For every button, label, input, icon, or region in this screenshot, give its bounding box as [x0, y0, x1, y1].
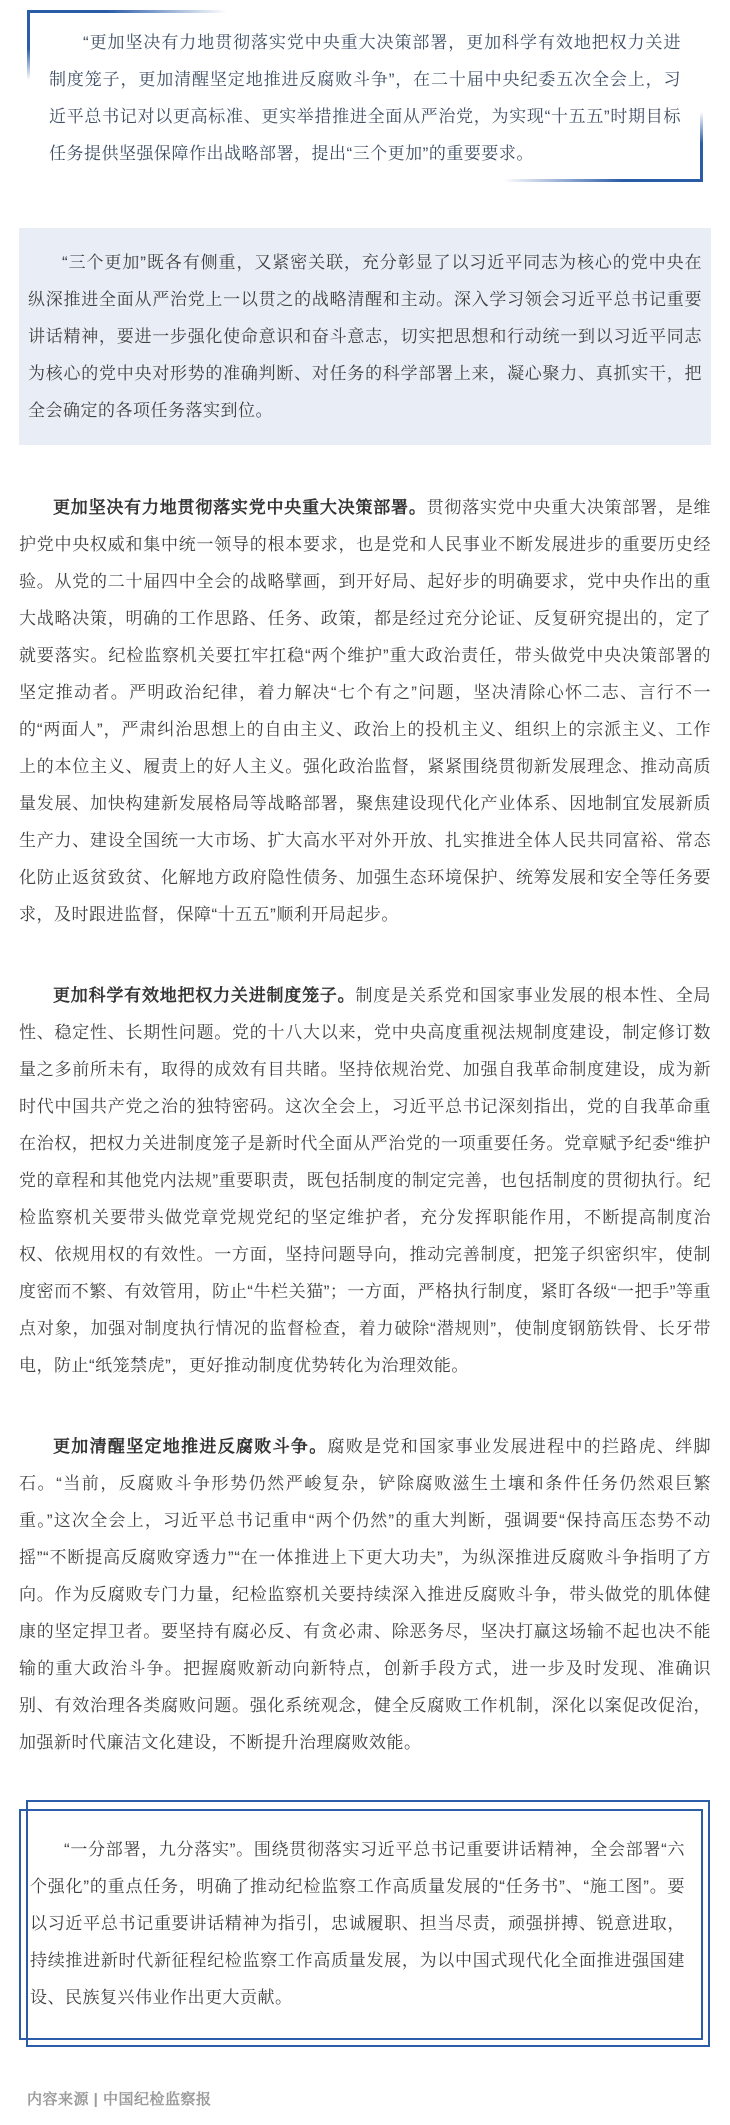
- corner-bracket-horizontal-line: [503, 179, 703, 182]
- paragraph-lead-bold: 更加清醒坚定地推进反腐败斗争。: [53, 1437, 328, 1456]
- lead-quote-text: “更加坚决有力地贯彻落实党中央重大决策部署，更加科学有效地把权力关进制度笼子，更加清醒坚定地推进反腐败斗争”，在二十届中央纪委五次全会上，习近平总书记对以更高标准、更实举措推进全面从严治党，为实现“十五五”时期目标任务提供坚强保障作出战略部署，提出“三个更加”的重要要求。: [49, 33, 681, 163]
- corner-bracket-horizontal-line: [27, 10, 227, 13]
- closing-box-wrapper: [19, 1809, 703, 2040]
- closing-box-text: “一分部署，九分落实”。围绕贯彻落实习近平总书记重要讲话精神，全会部署“六个强化”的重点任务，明确了推动纪检监察工作高质量发展的“任务书”、“施工图”。要以习近平总书记重要讲话精神为指引，忠诚履职、担当尽责，顽强拼搏、锐意进取，持续推进新时代新征程纪检监察工作高质量发展，为以中国式现代化全面推进强国建设、民族复兴伟业作出更大贡献。: [30, 1840, 685, 2007]
- content-source-label: 内容来源 | 中国纪检监察报: [27, 2091, 212, 2108]
- lead-quote-block: [27, 10, 703, 182]
- corner-bracket-vertical-line: [27, 10, 30, 80]
- paragraph-body-text: 制度是关系党和国家事业发展的根本性、全局性、稳定性、长期性问题。党的十八大以来，党中央高度重视法规制度建设，制定修订数量之多前所未有，取得的成效有目共睹。坚持依规治党、加强自我革命制度建设，成为新时代中国共产党之治的独特密码。这次全会上，习近平总书记深刻指出，党的自我革命重在治权，把权力关进制度笼子是新时代全面从严治党的一项重要任务。党章赋予纪委“维护党的章程和其他党内法规”重要职责，既包括制度的制定完善，也包括制度的贯彻执行。纪检监察机关要带头做党章党规党纪的坚定维护者，充分发挥职能作用，不断提高制度治权、依规用权的有效性。一方面，坚持问题导向，推动完善制度，把笼子织密织牢，使制度密而不繁、有效管用，防止“牛栏关猫”；一方面，严格执行制度，紧盯各级“一把手”等重点对象，加强对制度执行情况的监督检查，着力破除“潜规则”，使制度钢筋铁骨、长牙带电，防止“纸笼禁虎”，更好推动制度优势转化为治理效能。: [19, 986, 712, 1375]
- highlight-summary-text: “三个更加”既各有侧重，又紧密关联，充分彰显了以习近平同志为核心的党中央在纵深推进全面从严治党上一以贯之的战略清醒和主动。深入学习领会习近平总书记重要讲话精神，要进一步强化使命意识和奋斗意志，切实把思想和行动统一到以习近平同志为核心的党中央对形势的准确判断、对任务的科学部署上来，凝心聚力、真抓实干，把全会确定的各项任务落实到位。: [28, 253, 702, 420]
- corner-bracket-vertical-line: [700, 112, 703, 182]
- closing-box: [19, 1809, 703, 2040]
- paragraph-body-text: 贯彻落实党中央重大决策部署，是维护党中央权威和集中统一领导的根本要求，也是党和人民事业不断发展进步的重要历史经验。从党的二十届四中全会的战略擘画，到开好局、起好步的明确要求，党中央作出的重大战略决策，明确的工作思路、任务、政策，都是经过充分论证、反复研究提出的，定了就要落实。纪检监察机关要扛牢扛稳“两个维护”重大政治责任，带头做党中央决策部署的坚定推动者。严明政治纪律，着力解决“七个有之”问题，坚决清除心怀二志、言行不一的“两面人”，严肃纠治思想上的自由主义、政治上的投机主义、组织上的宗派主义、工作上的本位主义、履责上的好人主义。强化政治监督，紧紧围绕贯彻新发展理念、推动高质量发展、加快构建新发展格局等战略部署，聚焦建设现代化产业体系、因地制宜发展新质生产力、建设全国统一大市场、扩大高水平对外开放、扎实推进全体人民共同富裕、常态化防止返贫致贫、化解地方政府隐性债务、加强生态环境保护、统筹发展和安全等任务要求，及时跟进监督，保障“十五五”顺利开局起步。: [19, 498, 711, 924]
- body-paragraph-decisions: [19, 489, 711, 933]
- paragraph-body-text: 腐败是党和国家事业发展进程中的拦路虎、绊脚石。“当前，反腐败斗争形势仍然严峻复杂，铲除腐败滋生土壤和条件任务仍然艰巨繁重。”这次全会上，习近平总书记重申“两个仍然”的重大判断，强调要“保持高压态势不动摇”“不断提高反腐败穿透力”“在一体推进上下更大功夫”，为纵深推进反腐败斗争指明了方向。作为反腐败专门力量，纪检监察机关要持续深入推进反腐败斗争，带头做党的肌体健康的坚定捍卫者。要坚持有腐必反、有贪必肃、除恶务尽，坚决打赢这场输不起也决不能输的重大政治斗争。把握腐败新动向新特点，创新手段方式，进一步及时发现、准确识别、有效治理各类腐败问题。强化系统观念，健全反腐败工作机制，深化以案促改促治，加强新时代廉洁文化建设，不断提升治理腐败效能。: [19, 1437, 711, 1752]
- paragraph-lead-bold: 更加科学有效地把权力关进制度笼子。: [53, 986, 356, 1005]
- body-paragraph-anticorruption: [19, 1428, 711, 1761]
- highlight-summary-box: [19, 228, 711, 445]
- paragraph-lead-bold: 更加坚决有力地贯彻落实党中央重大决策部署。: [53, 498, 427, 517]
- body-paragraph-institutions: [19, 977, 711, 1384]
